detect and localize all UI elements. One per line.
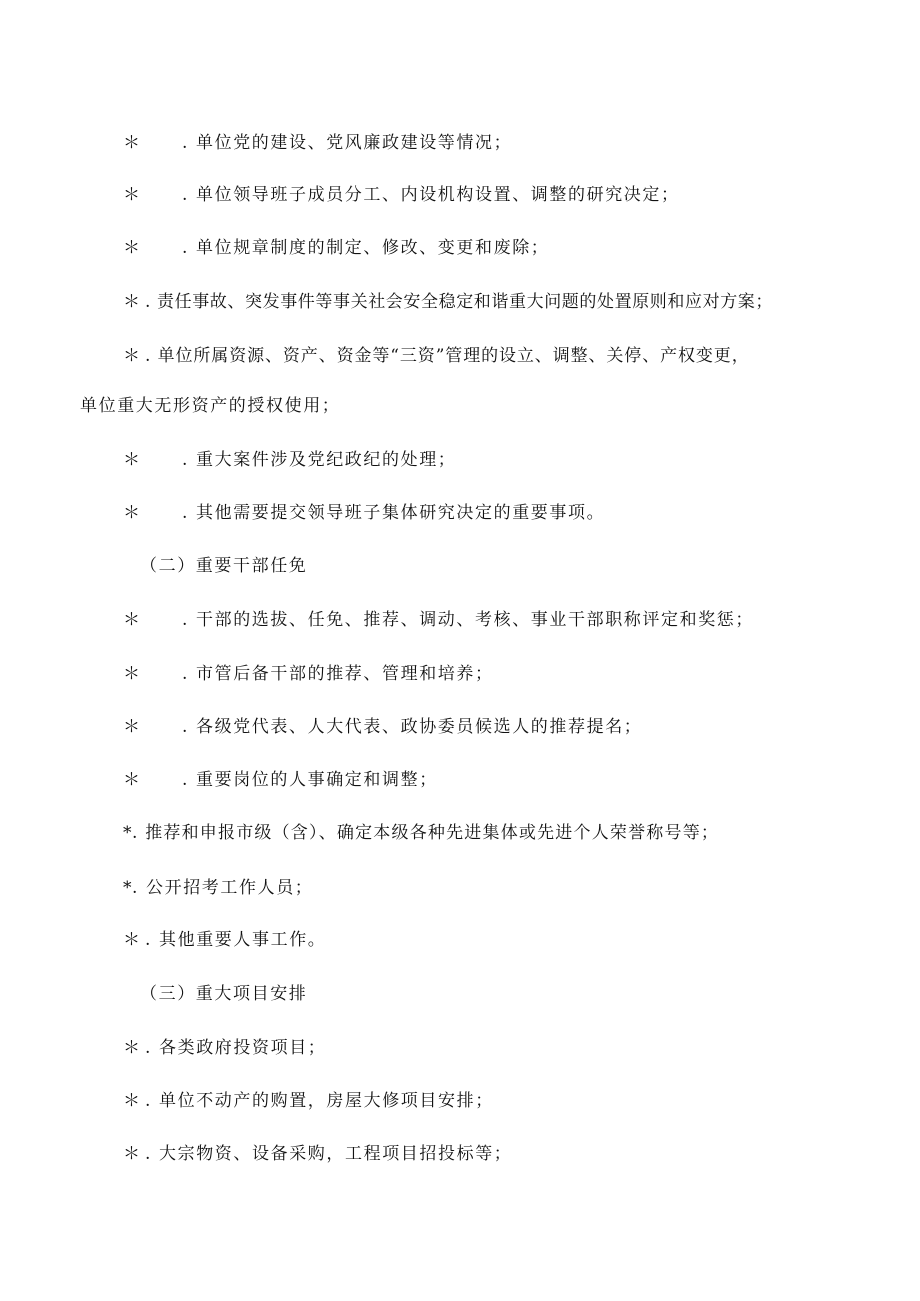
bullet: ＊	[123, 717, 142, 737]
bullet: *	[123, 823, 133, 843]
item-text: . 单位党的建设、党风廉政建设等情况；	[182, 133, 513, 153]
item-text: . 其他需要提交领导班子集体研究决定的重要事项。	[182, 503, 606, 523]
bullet: ＊	[123, 770, 142, 790]
bullet: ＊	[123, 185, 142, 205]
item-text: . 单位领导班子成员分工、内设机构设置、调整的研究决定；	[182, 185, 680, 205]
item-text: . 各类政府投资项目；	[145, 1038, 327, 1058]
bullet: ＊	[123, 503, 142, 523]
item-text: . 单位所属资源、资产、资金等“三资”管理的设立、调整、关停、产权变更，	[145, 346, 750, 366]
heading-text: （二）重要干部任免	[140, 556, 308, 576]
bullet: ＊	[123, 450, 142, 470]
bullet: ＊	[123, 664, 142, 684]
bullet: ＊	[123, 238, 142, 258]
bullet: ＊	[123, 930, 142, 950]
item-text: . 干部的选拔、任免、推荐、调动、考核、事业干部职称评定和奖惩；	[182, 610, 755, 630]
item-text: . 重要岗位的人事确定和调整；	[182, 770, 438, 790]
bullet: ＊	[123, 1038, 142, 1058]
item-text: . 单位规章制度的制定、修改、变更和废除；	[182, 238, 550, 258]
item-text: . 单位不动产的购置，房屋大修项目安排；	[145, 1091, 494, 1111]
bullet: ＊	[123, 346, 141, 366]
heading-text: （三）重大项目安排	[140, 984, 308, 1004]
item-text: . 公开招考工作人员；	[132, 878, 314, 898]
item-text: . 其他重要人事工作。	[145, 930, 327, 950]
item-text: . 市管后备干部的推荐、管理和培养；	[182, 664, 494, 684]
item-text: . 重大案件涉及党纪政纪的处理；	[182, 450, 457, 470]
item-text: . 各级党代表、人大代表、政协委员候选人的推荐提名；	[182, 717, 643, 737]
bullet: ＊	[123, 1091, 142, 1111]
item-text: . 大宗物资、设备采购，工程项目招投标等；	[145, 1144, 513, 1164]
bullet: ＊	[123, 133, 142, 153]
bullet: *	[123, 878, 134, 898]
bullet: ＊	[123, 292, 141, 312]
item-text: 单位重大无形资产的授权使用；	[80, 396, 341, 416]
bullet: ＊	[123, 610, 142, 630]
bullet: ＊	[123, 1144, 142, 1164]
item-text: . 推荐和申报市级（含）、确定本级各种先进集体或先进个人荣誉称号等；	[132, 823, 720, 843]
item-text: . 责任事故、突发事件等事关社会安全稳定和谐重大问题的处置原则和应对方案；	[145, 292, 774, 312]
